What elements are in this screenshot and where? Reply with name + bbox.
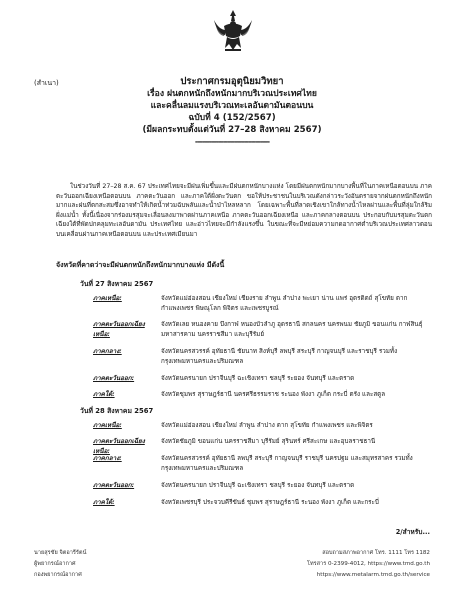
region-provinces: จังหวัดนครนายก ปราจีนบุรี ฉะเชิงเทรา ชลบุรี ระยอง จันทบุรี และตราด xyxy=(161,375,355,382)
region-provinces: จังหวัดเพชรบุรี ประจวบคีรีขันธ์ ชุมพร สุราษฎร์ธานี ระนอง พังงา ภูเก็ต และกระบี่ xyxy=(161,499,379,506)
signatory-name: นายสุรชัย จิตอารีรัตน์ xyxy=(34,550,87,556)
region-label: ภาคกลาง: xyxy=(93,455,122,462)
contact-fax-web[interactable]: โทรสาร 0-2399-4012, https://www.tmd.go.th xyxy=(306,561,430,567)
contact-phone: สอบถามสภาพอากาศ โทร. 1111 โทร 1182 xyxy=(322,550,430,556)
region-provinces: จังหวัดนครสวรรค์ อุทัยธานี ลพบุรี สระบุรี กาญจนบุรี ราชบุรี นครปฐม และสมุทรสาคร รวมทั้งกรุงเทพมหานครและปริมณฑล xyxy=(161,455,413,472)
day-label-27: วันที่ 27 สิงหาคม 2567 xyxy=(80,280,154,288)
region-provinces: จังหวัดเลย หนองคาย บึงกาฬ หนองบัวลำภู อุดรธานี สกลนคร นครพนม ชัยภูมิ ขอนแก่น กาฬสินธุ์ มหาสารคาม นครราชสีมา และบุรีรัมย์ xyxy=(161,321,423,338)
footer-contact xyxy=(307,548,430,581)
effective-period: (มีผลกระทบตั้งแต่วันที่ 27–28 สิงหาคม 2567) xyxy=(142,125,322,135)
region-label: ภาคใต้: xyxy=(93,391,115,398)
title-block xyxy=(0,76,464,148)
region-label: ภาคตะวันออกเฉียงเหนือ: xyxy=(93,321,145,338)
region-label: ภาคตะวันออก: xyxy=(93,375,135,382)
footer-signatory xyxy=(34,548,86,581)
issue-number: ฉบับที่ 4 (152/2567) xyxy=(188,113,276,123)
title-divider: -------------------------------- xyxy=(194,137,270,146)
subject-line-1: เรื่อง ฝนตกหนักถึงหนักมากบริเวณประเทศไทย xyxy=(147,89,317,99)
region-provinces: จังหวัดนครสวรรค์ อุทัยธานี ชัยนาท สิงห์บุรี ลพบุรี สระบุรี กาญจนบุรี และราชบุรี รวมทั้งกรุงเทพมหานครและปริมณฑล xyxy=(161,348,398,365)
region-provinces: จังหวัดแม่ฮ่องสอน เชียงใหม่ ลำพูน ลำปาง ตาก สุโขทัย กำแพงเพชร และพิจิตร xyxy=(161,422,373,429)
contact-service-link[interactable]: https://www.metalarm.tmd.go.th/service xyxy=(316,572,430,578)
provinces-heading: จังหวัดที่คาดว่าจะมีฝนตกหนักถึงหนักมากบางแห่ง มีดังนี้ xyxy=(56,261,225,269)
intro-paragraph: ในช่วงวันที่ 27–28 ส.ค. 67 ประเทศไทยจะมีฝนเพิ่มขึ้นและมีฝนตกหนักบางแห่ง โดยมีฝนตกหนักมากบางพื้นที่ในภาคเหนือตอนบน ภาคตะวันออกเฉียงเหนือตอนบน ภาคตะวันออก และภาคใต้ฝั่งตะวันตก ขอให้ประชาชนในบริเวณดังกล่าวระวังอันตรายจากฝนตกหนักถึงหนักมากและฝนที่ตกสะสมซึ่งอาจทำให้เกิดน้ำท่วมฉับพลันและน้ำป่าไหลหลาก โดยเฉพาะพื้นที่ลาดเชิงเขาใกล้ทางน้ำไหลผ่านและพื้นที่ลุ่มใกล้ริมฝั่งแม่น้ำ ทั้งนี้เนื่องจากร่องมรสุมจะเลื่อนลงมาพาดผ่านภาคเหนือ ภาคตะวันออกเฉียงเหนือ และภาคกลางตอนบน ประกอบกับมรสุมตะวันตกเฉียงใต้ที่พัดปกคลุมทะเลอันดามัน ประเทศไทย และอ่าวไทยจะมีกำลังแรงขึ้น ในขณะที่จะมีหย่อมความกดอากาศต่ำบริเวณประเทศลาวตอนบนเคลื่อนผ่านภาคเหนือตอนบน และประเทศเมียนมา xyxy=(56,183,432,238)
agency-title: ประกาศกรมอุตุนิยมวิทยา xyxy=(180,76,284,87)
region-provinces: จังหวัดชุมพร สุราษฎร์ธานี นครศรีธรรมราช ระนอง พังงา ภูเก็ต กระบี่ ตรัง และสตูล xyxy=(161,391,386,398)
region-label: ภาคกลาง: xyxy=(93,348,122,355)
region-label: ภาคตะวันออกเฉียงเหนือ: xyxy=(93,438,145,455)
signatory-role: ผู้พยากรณ์อากาศ xyxy=(34,561,76,567)
garuda-emblem-icon xyxy=(212,8,254,54)
region-provinces: จังหวัดชัยภูมิ ขอนแก่น นครราชสีมา บุรีรัมย์ สุรินทร์ ศรีสะเกษ และอุบลราชธานี xyxy=(161,438,376,445)
region-label: ภาคเหนือ: xyxy=(93,295,122,302)
region-provinces: จังหวัดแม่ฮ่องสอน เชียงใหม่ เชียงราย ลำพูน ลำปาง พะเยา น่าน แพร่ อุตรดิตถ์ สุโขทัย ตาก กำแพงเพชร พิษณุโลก พิจิตร และเพชรบูรณ์ xyxy=(161,295,408,312)
signatory-division: กองพยากรณ์อากาศ xyxy=(34,572,82,578)
region-label: ภาคเหนือ: xyxy=(93,422,122,429)
day-label-28: วันที่ 28 สิงหาคม 2567 xyxy=(80,407,154,415)
region-label: ภาคใต้: xyxy=(93,499,115,506)
region-label: ภาคตะวันออก: xyxy=(93,482,135,489)
region-provinces: จังหวัดนครนายก ปราจีนบุรี ฉะเชิงเทรา ชลบุรี ระยอง จันทบุรี และตราด xyxy=(161,482,355,489)
next-page-marker: 2/สำหรับ... xyxy=(395,528,430,536)
copy-label: (สำเนา) xyxy=(34,79,59,87)
subject-line-2: และคลื่นลมแรงบริเวณทะเลอันดามันตอนบน xyxy=(150,101,314,111)
